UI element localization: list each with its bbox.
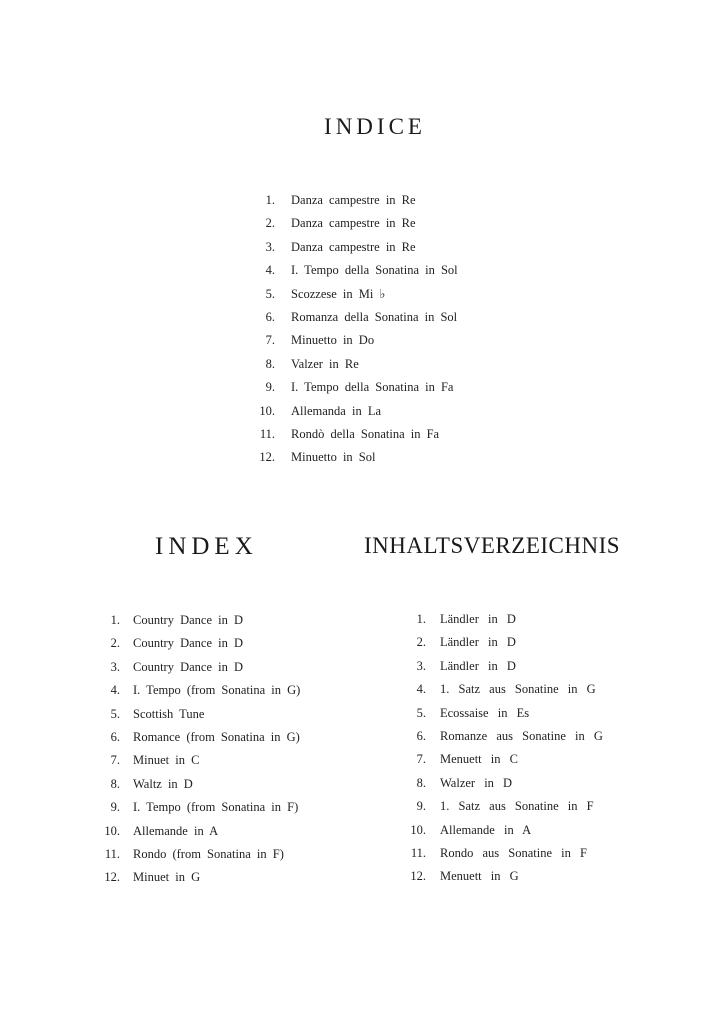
index-entry — [98, 796, 299, 819]
entry-title: Minuet in G — [133, 870, 201, 885]
entry-title: Scottish Tune — [133, 706, 205, 721]
entry-title: Ländler in D — [440, 635, 516, 650]
entry-title: Ländler in D — [440, 612, 516, 626]
entry-number: 6. — [110, 729, 120, 744]
entry-number: 3. — [110, 659, 120, 674]
index-entry — [253, 259, 458, 282]
index-entry — [253, 212, 416, 235]
entry-number: 12. — [259, 450, 275, 465]
index-entry — [98, 679, 301, 702]
index-entry — [253, 376, 454, 399]
entry-number: 12. — [410, 869, 426, 884]
entry-number: 3. — [416, 658, 426, 673]
index-entry — [98, 866, 201, 889]
index-entry — [404, 842, 587, 865]
entry-title: Romanze aus Sonatine in G — [440, 728, 603, 743]
entry-number: 6. — [416, 728, 426, 743]
entry-number: 10. — [259, 403, 275, 418]
index-entry — [253, 423, 440, 446]
index-entry — [404, 772, 513, 795]
index-entry — [404, 678, 596, 701]
entry-title: Country Dance in D — [133, 613, 244, 627]
index-entry — [253, 446, 376, 469]
entry-title: Danza campestre in Re — [291, 193, 416, 207]
entry-title: Valzer in Re — [291, 356, 359, 371]
index-entry — [404, 725, 603, 748]
entry-number: 10. — [104, 823, 120, 838]
entry-title: Danza campestre in Re — [291, 216, 416, 231]
index-entry — [404, 631, 516, 654]
entry-number: 8. — [265, 356, 275, 371]
entry-title: Menuett in C — [440, 752, 518, 767]
index-entry — [253, 306, 458, 329]
index-entry — [404, 608, 516, 631]
entry-number: 11. — [259, 426, 275, 441]
index-entry — [98, 773, 193, 796]
german-index-title: INHALTSVERZEICHNIS — [364, 533, 621, 558]
entry-title: Allemanda in La — [291, 403, 381, 418]
index-entry — [404, 819, 532, 842]
entry-title: Scozzese in Mi ♭ — [291, 286, 386, 301]
index-entry — [253, 283, 386, 306]
entry-number: 11. — [104, 846, 120, 861]
entry-title: Ecossaise in Es — [440, 705, 530, 720]
index-entry — [98, 632, 244, 655]
entry-title: I. Tempo della Sonatina in Fa — [291, 380, 454, 395]
entry-number: 2. — [416, 635, 426, 650]
entry-number: 3. — [265, 239, 275, 254]
italian-index-title: INDICE — [324, 114, 426, 139]
german-index-list — [404, 608, 603, 889]
index-entry — [98, 703, 205, 726]
entry-number: 4. — [110, 683, 120, 698]
entry-number: 6. — [265, 309, 275, 324]
entry-number: 12. — [104, 870, 120, 885]
index-entry — [404, 748, 518, 771]
entry-number: 7. — [265, 333, 275, 348]
entry-number: 8. — [416, 775, 426, 790]
index-entry — [98, 749, 200, 772]
entry-number: 1. — [110, 613, 120, 627]
entry-number: 5. — [110, 706, 120, 721]
entry-title: 1. Satz aus Sonatine in G — [440, 682, 596, 697]
entry-number: 5. — [265, 286, 275, 301]
index-entry — [253, 400, 381, 423]
entry-number: 9. — [416, 799, 426, 814]
entry-number: 2. — [110, 636, 120, 651]
index-entry — [98, 843, 284, 866]
entry-title: Romanza della Sonatina in Sol — [291, 309, 458, 324]
entry-title: Danza campestre in Re — [291, 239, 416, 254]
entry-number: 4. — [416, 682, 426, 697]
entry-number: 11. — [410, 845, 426, 860]
entry-title: I. Tempo della Sonatina in Sol — [291, 263, 458, 278]
index-entry — [253, 329, 375, 352]
entry-title: Romance (from Sonatina in G) — [133, 729, 300, 744]
entry-title: Ländler in D — [440, 658, 516, 673]
index-entry — [98, 609, 244, 632]
index-entry — [404, 702, 530, 725]
entry-title: Waltz in D — [133, 776, 193, 791]
entry-title: Country Dance in D — [133, 659, 244, 674]
index-entry — [98, 726, 300, 749]
index-entry — [404, 865, 519, 888]
index-entry — [253, 236, 416, 259]
english-index-list — [98, 609, 301, 890]
entry-number: 2. — [265, 216, 275, 231]
entry-title: I. Tempo (from Sonatina in G) — [133, 683, 301, 698]
index-entry — [404, 795, 594, 818]
index-entry — [253, 189, 416, 212]
entry-number: 1. — [416, 612, 426, 626]
index-entry — [404, 655, 516, 678]
entry-title: Country Dance in D — [133, 636, 244, 651]
entry-number: 5. — [416, 705, 426, 720]
entry-title: Walzer in D — [440, 775, 513, 790]
entry-number: 10. — [410, 822, 426, 837]
entry-title: Minuetto in Do — [291, 333, 375, 348]
italian-index-list — [253, 189, 458, 470]
entry-number: 8. — [110, 776, 120, 791]
entry-title: Rondo (from Sonatina in F) — [133, 846, 284, 861]
entry-title: Rondò della Sonatina in Fa — [291, 426, 440, 441]
entry-number: 7. — [110, 753, 120, 768]
entry-number: 9. — [265, 380, 275, 395]
entry-title: Allemande in A — [133, 823, 219, 838]
index-entry — [98, 820, 219, 843]
entry-title: Allemande in A — [440, 822, 532, 837]
entry-title: Menuett in G — [440, 869, 519, 884]
index-entry — [98, 656, 244, 679]
english-index-title: INDEX — [155, 533, 258, 560]
entry-title: I. Tempo (from Sonatina in F) — [133, 800, 299, 815]
entry-number: 1. — [265, 193, 275, 207]
entry-title: Minuet in C — [133, 753, 200, 768]
index-entry — [253, 353, 359, 376]
entry-title: Rondo aus Sonatine in F — [440, 845, 587, 860]
entry-number: 7. — [416, 752, 426, 767]
entry-number: 9. — [110, 800, 120, 815]
entry-title: 1. Satz aus Sonatine in F — [440, 799, 594, 814]
entry-number: 4. — [265, 263, 275, 278]
entry-title: Minuetto in Sol — [291, 450, 376, 465]
